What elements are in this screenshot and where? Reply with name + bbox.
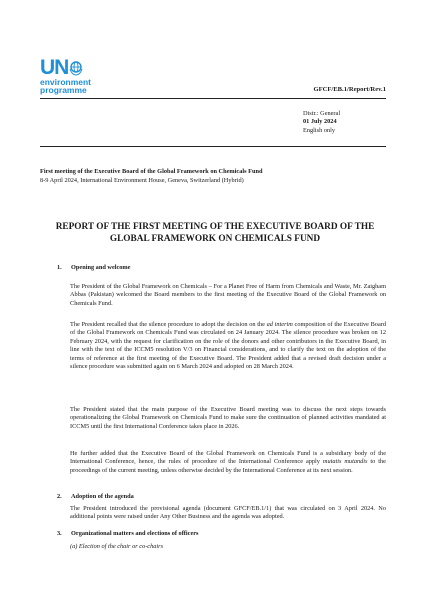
paragraph-italic-text: ad interim [266,321,293,328]
paragraph-text: He further added that the Executive Board of the Global Framework on Chemicals Fund is a subsidiary body of the International Conference, hence, the rules of procedure of the International Conference apply [70,450,386,466]
paragraph-main-purpose: The President stated that the main purpose of the Executive Board meeting was to discuss the next steps towards operationalizing the Global Framework on Chemicals Fund to make sure the continuation of planned activities mandated at ICCM5 until the first International Conference takes place in 2026. [70,406,386,430]
distribution-block [303,110,340,135]
distribution-rule [40,146,386,147]
section-title: Organizational matters and elections of officers [71,530,199,537]
section-title: Opening and welcome [71,264,131,271]
paragraph-text: The President recalled that the silence procedure to adopt the decision on the [70,321,267,328]
paragraph-silence-procedure [70,321,386,371]
unep-logo [40,58,120,98]
document-date: 01 July 2024 [303,118,337,126]
header-rule [40,98,386,99]
report-title [40,221,390,245]
language-text: English only [303,126,336,134]
logo-un-text: UN [40,56,69,79]
meeting-title: First meeting of the Executive Board of the Global Framework on Chemicals Fund [40,168,263,175]
paragraph-italic-text: mutatis mutandis [322,458,368,466]
logo-environment-text: environment [40,77,92,87]
section-heading-agenda [57,493,134,500]
logo-programme-text: programme [40,85,87,95]
document-symbol: GFCF/EB.1/Report/Rev.1 [313,86,386,93]
report-title-line1: REPORT OF THE FIRST MEETING OF THE EXECUTIVE BOARD OF THE [55,222,375,232]
subsection-election-chair: (a) Election of the chair or co-chairs [70,543,164,550]
paragraph-welcome: The President of the Global Framework on Chemicals – For a Planet Free of Harm from Chemicals and Waste, Mr. Zaigham Abbas (Pakistan) welcomed the Board members to the first meeting of the Executive Board of the Global Framework on Chemicals Fund. [70,283,386,307]
section-number: 3. [57,530,62,537]
report-title-line2: GLOBAL FRAMEWORK ON CHEMICALS FUND [109,234,321,244]
section-heading-organizational [57,530,198,537]
section-number: 1. [57,264,62,271]
paragraph-text: composition of the Executive Board of the Global Framework on Chemicals Fund was circulated on 24 January 2024. The silence procedure was broken on 12 February 2024, with the request for clarification on the role of the donors and other contributors in the Executive Board, in line with the text of the ICCM5 resolution V/3 on Financial considerations, and to clarify the text on the adoption of the terms of reference at the first meeting of the Executive Board. The President added that a revised draft decision under a silence procedure was submitted again on 6 March 2024 and adopted on 28 March 2024. [70,321,386,371]
meeting-details: 8-9 April 2024, International Environment House, Geneva, Switzerland (Hybrid) [40,176,244,184]
paragraph-rules-of-procedure [70,450,386,475]
paragraph-text: to the proceedings of the current meeting, unless otherwise decided by the International Conference at its next session. [70,458,386,474]
section-title: Adoption of the agenda [71,493,134,500]
paragraph-agenda: The President introduced the provisional agenda (document GFCF/EB.1/1) that was circulated on 3 April 2024. No additional points were raised under Any Other Business and the agenda was adopted. [70,505,386,521]
section-heading-opening [57,264,130,271]
meeting-info [40,168,390,185]
distribution-text: Distr.: General [303,110,341,117]
section-number: 2. [57,493,62,500]
globe-icon [69,60,83,76]
